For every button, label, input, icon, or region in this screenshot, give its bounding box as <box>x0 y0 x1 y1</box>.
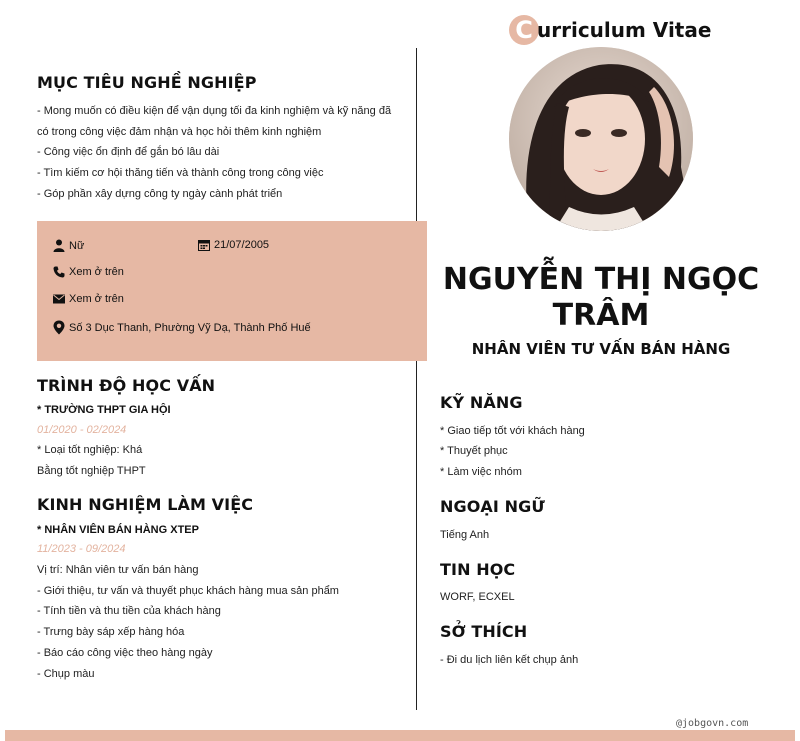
column-divider <box>416 48 417 710</box>
education-heading: TRÌNH ĐỘ HỌC VẤN <box>37 376 216 395</box>
objective-line: - Tìm kiếm cơ hội thăng tiến và thành công trong công việc <box>37 167 324 179</box>
skill-item: * Thuyết phục <box>440 445 508 457</box>
calendar-icon <box>198 239 210 251</box>
skill-item: * Giao tiếp tốt với khách hàng <box>440 425 585 437</box>
mail-icon <box>53 294 65 304</box>
email-value: Xem ở trên <box>69 293 124 305</box>
objective-heading: MỤC TIÊU NGHỀ NGHIỆP <box>37 73 257 92</box>
it-heading: TIN HỌC <box>440 560 516 579</box>
education-line: * Loại tốt nghiệp: Khá <box>37 444 143 456</box>
birthday-row <box>198 239 269 251</box>
gender-value: Nữ <box>69 239 85 252</box>
experience-heading: KINH NGHIỆM LÀM VIỆC <box>37 495 254 514</box>
experience-line: - Tính tiền và thu tiền của khách hàng <box>37 605 221 617</box>
profile-photo <box>509 47 693 231</box>
experience-line: - Chụp màu <box>37 668 95 680</box>
birthday-value: 21/07/2005 <box>214 239 270 251</box>
cv-logo <box>509 14 711 46</box>
full-name: NGUYỄN THỊ NGỌC TRÂM <box>442 262 760 333</box>
experience-period: 11/2023 - 09/2024 <box>37 543 126 555</box>
phone-row <box>53 266 124 278</box>
phone-icon <box>53 266 65 278</box>
it-value: WORF, ECXEL <box>440 591 515 603</box>
education-line: Bằng tốt nghiệp THPT <box>37 465 146 477</box>
skills-heading: KỸ NĂNG <box>440 393 523 412</box>
company-name: * NHÂN VIÊN BÁN HÀNG XTEP <box>37 524 199 536</box>
hobby-value: - Đi du lịch liên kết chụp ảnh <box>440 654 579 666</box>
experience-line: - Trưng bày sáp xếp hàng hóa <box>37 626 185 638</box>
objective-line: - Mong muốn có điều kiện để vận dụng tối đa kinh nghiệm và kỹ năng đã <box>37 105 392 117</box>
skill-item: * Làm việc nhóm <box>440 466 522 478</box>
language-value: Tiếng Anh <box>440 529 490 541</box>
objective-line: - Công việc ổn định để gắn bó lâu dài <box>37 146 220 158</box>
experience-line: - Báo cáo công việc theo hàng ngày <box>37 647 213 659</box>
school-name: * TRƯỜNG THPT GIA HỘI <box>37 404 171 416</box>
objective-line: có trong công việc đảm nhận và học hỏi thêm kinh nghiệm <box>37 126 322 138</box>
languages-heading: NGOẠI NGỮ <box>440 497 545 516</box>
user-icon <box>53 239 65 252</box>
education-period: 01/2020 - 02/2024 <box>37 424 127 436</box>
address-value: Số 3 Dục Thanh, Phường Vỹ Dạ, Thành Phố Huế <box>69 321 311 334</box>
experience-line: - Giới thiệu, tư vấn và thuyết phục khách hàng mua sản phẩm <box>37 585 339 597</box>
location-icon <box>53 320 65 335</box>
job-title: NHÂN VIÊN TƯ VẤN BÁN HÀNG <box>471 340 731 358</box>
cv-title-text: urriculum Vitae <box>537 18 712 42</box>
hobbies-heading: SỞ THÍCH <box>440 622 528 641</box>
gender-row <box>53 239 84 252</box>
footer-bar <box>5 730 795 741</box>
address-row <box>53 320 311 335</box>
email-row <box>53 293 124 305</box>
experience-line: Vị trí: Nhân viên tư vấn bán hàng <box>37 564 199 576</box>
watermark: @jobgovn.com <box>676 718 749 729</box>
phone-value: Xem ở trên <box>69 266 124 278</box>
objective-line: - Góp phần xây dựng công ty ngày cành phát triển <box>37 188 283 200</box>
cv-initial: C <box>509 15 539 45</box>
